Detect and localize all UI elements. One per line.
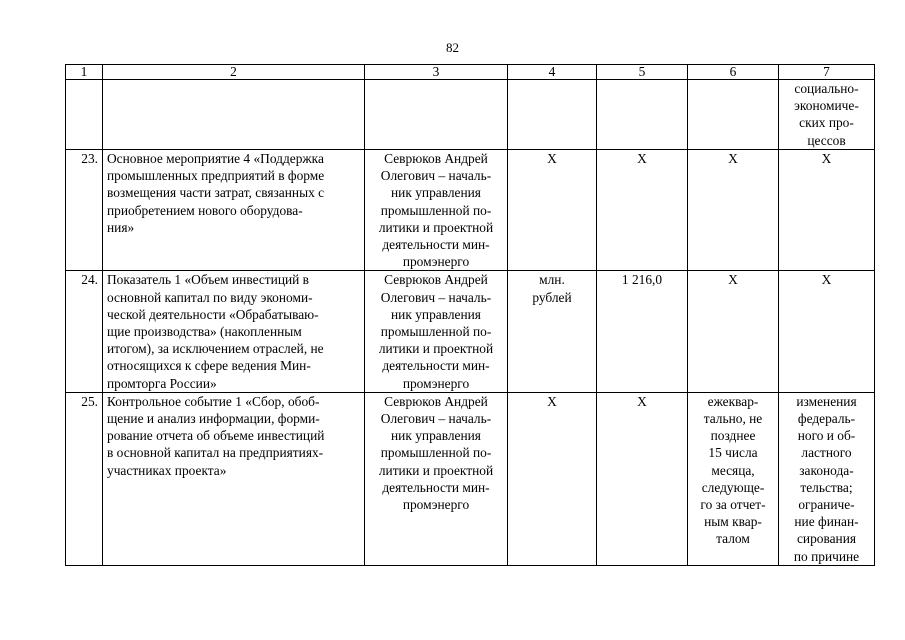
program-table (65, 64, 875, 566)
responsible-line: Севрюков Андрей (384, 393, 488, 409)
deadline-line: тально, не (703, 411, 763, 427)
activity-name-cell (103, 392, 365, 565)
value-line: 1 216,0 (621, 272, 663, 288)
column-number-6: 6 (688, 65, 779, 80)
value-cell (597, 80, 688, 150)
activity-name-line: ческой деятельности «Обрабатываю- (107, 306, 319, 322)
deadline-line: го за отчет- (700, 497, 766, 513)
risks-line: ограниче- (798, 497, 855, 513)
responsible-line: промэнерго (402, 254, 470, 270)
activity-name-line: возмещения части затрат, связанных с (107, 185, 325, 201)
activity-name-line: рование отчета об объеме инвестиций (107, 428, 325, 444)
responsible-line: деятельности мин- (382, 479, 490, 495)
deadline-cell (688, 392, 779, 565)
risks-line: федераль- (797, 411, 856, 427)
risks-line: законода- (799, 462, 854, 478)
responsible-line: Олегович – началь- (380, 411, 492, 427)
table-row-24 (66, 271, 875, 392)
risks-cell (779, 271, 875, 392)
activity-name-line: в основной капитал на предприятиях- (107, 445, 324, 461)
unit-line: рублей (532, 289, 572, 305)
activity-name-line: промышленных предприятий в форме (107, 168, 325, 184)
unit-cell (508, 80, 597, 150)
responsible-line: промэнерго (402, 497, 470, 513)
column-number-2: 2 (103, 65, 365, 80)
unit-line: Х (547, 151, 557, 166)
risks-line: сирования (796, 531, 857, 547)
deadline-line: следующе- (701, 479, 765, 495)
activity-name-cell (103, 150, 365, 271)
unit-line: млн. (539, 272, 565, 288)
responsible-line: промышленной по- (380, 445, 492, 461)
responsible-line: промышленной по- (380, 202, 492, 218)
value-line: Х (637, 393, 647, 409)
table-row-23 (66, 150, 875, 271)
risks-line: Х (821, 151, 832, 166)
activity-name-cell (103, 271, 365, 392)
responsible-line: промэнерго (402, 375, 470, 391)
deadline-line: месяца, (711, 462, 755, 478)
risks-line: ластного (801, 445, 852, 461)
responsible-line: литики и проектной (378, 341, 494, 357)
risks-line: ских про- (799, 115, 854, 131)
responsible-line: Олегович – началь- (380, 168, 492, 184)
risks-line: экономиче- (794, 98, 859, 114)
risks-line: ного и об- (797, 428, 856, 444)
responsible-line: ник управления (391, 428, 481, 444)
activity-name-line: основной капитал по виду экономи- (107, 289, 313, 305)
responsible-cell (365, 150, 508, 271)
activity-name-line: участниках проекта» (107, 462, 227, 478)
deadline-cell (688, 271, 779, 392)
column-number-5: 5 (597, 65, 688, 80)
responsible-line: Олегович – началь- (380, 289, 492, 305)
row-number-cell: 24. (66, 271, 103, 392)
activity-name-cell (103, 80, 365, 150)
unit-cell (508, 271, 597, 392)
row-number-cell (66, 80, 103, 150)
risks-cell (779, 150, 875, 271)
value-cell (597, 150, 688, 271)
unit-line: Х (547, 393, 557, 409)
column-number-7: 7 (779, 65, 875, 80)
unit-cell (508, 392, 597, 565)
responsible-line: ник управления (391, 185, 481, 201)
activity-name-line: приобретением нового оборудова- (107, 202, 303, 218)
unit-cell (508, 150, 597, 271)
deadline-cell (688, 150, 779, 271)
responsible-cell (365, 80, 508, 150)
risks-line: Х (821, 272, 832, 288)
responsible-line: промышленной по- (380, 324, 492, 340)
activity-name-line: Показатель 1 «Объем инвестиций в (107, 272, 309, 288)
responsible-line: деятельности мин- (382, 237, 490, 253)
activity-name-line: ния» (107, 219, 135, 235)
deadline-line: позднее (710, 428, 756, 444)
row-number-cell: 25. (66, 392, 103, 565)
activity-name-line: относящихся к сфере ведения Мин- (107, 358, 311, 374)
risks-line: социально- (794, 81, 859, 96)
column-number-1: 1 (66, 65, 103, 80)
value-cell (597, 271, 688, 392)
table-row-continuation (66, 80, 875, 150)
responsible-cell (365, 392, 508, 565)
risks-line: по причине (793, 548, 860, 564)
deadline-line: 15 числа (708, 445, 758, 461)
responsible-cell (365, 271, 508, 392)
table-row-25 (66, 392, 875, 565)
responsible-line: литики и проектной (378, 219, 494, 235)
deadline-line: ежеквар- (707, 393, 759, 409)
deadline-line: Х (728, 272, 738, 288)
column-number-4: 4 (508, 65, 597, 80)
deadline-line: Х (728, 151, 738, 166)
deadline-line: талом (716, 531, 750, 547)
responsible-line: литики и проектной (378, 462, 494, 478)
activity-name-line: Основное мероприятие 4 «Поддержка (107, 151, 324, 166)
activity-name-line: щение и анализ информации, форми- (107, 411, 320, 427)
column-number-row (66, 65, 875, 80)
responsible-line: Севрюков Андрей (384, 151, 488, 166)
risks-line: изменения (796, 393, 857, 409)
deadline-cell (688, 80, 779, 150)
page-number: 82 (446, 40, 459, 55)
activity-name-line: щие производства» (накопленным (107, 324, 302, 340)
activity-name-line: промторга России» (107, 375, 217, 391)
responsible-line: Севрюков Андрей (384, 272, 488, 288)
responsible-line: ник управления (391, 306, 481, 322)
risks-cell (779, 392, 875, 565)
risks-cell (779, 80, 875, 150)
risks-line: ние финан- (794, 514, 859, 530)
activity-name-line: итогом), за исключением отраслей, не (107, 341, 324, 357)
activity-name-line: Контрольное событие 1 «Сбор, обоб- (107, 393, 320, 409)
risks-line: цессов (807, 132, 846, 148)
responsible-line: деятельности мин- (382, 358, 490, 374)
risks-line: тельства; (800, 479, 853, 495)
value-line: Х (637, 151, 647, 166)
row-number-cell: 23. (66, 150, 103, 271)
column-number-3: 3 (365, 65, 508, 80)
deadline-line: ным квар- (704, 514, 762, 530)
value-cell (597, 392, 688, 565)
